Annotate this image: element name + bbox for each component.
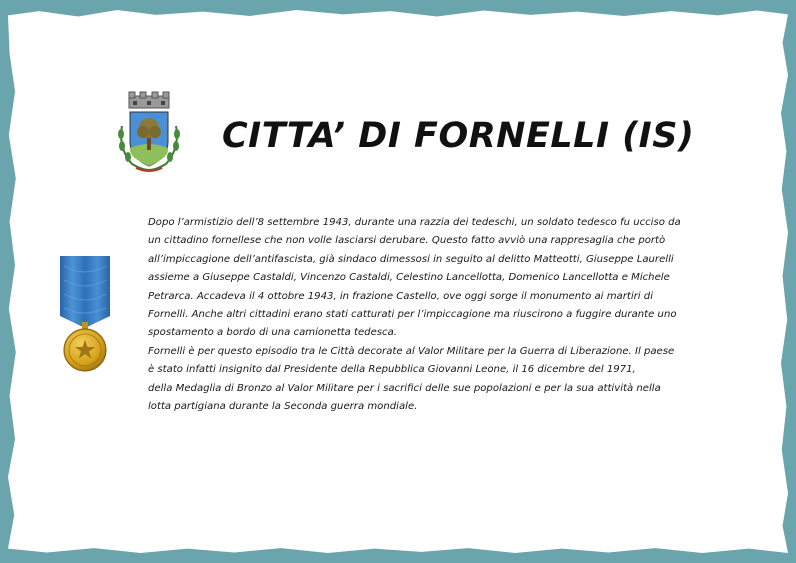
text-line: un cittadino fornellese che non volle lasciarsi derubare. Questo fatto avviò una rappresaglia che portò xyxy=(148,235,666,247)
text-line: Fornelli è per questo episodio tra le Città decorate al Valor Militare per la Guerra di Liberazione. Il paese xyxy=(148,345,675,357)
historical-text xyxy=(148,214,723,416)
page-title: CITTA’ DI FORNELLI (IS) xyxy=(222,116,695,156)
municipal-coat-of-arms-icon xyxy=(112,90,186,176)
text-line: all’impiccagione dell’antifascista, già sindaco dimessosi in seguito al delitto Matteotti, Giuseppe Laurelli xyxy=(148,253,674,265)
text-line: lotta partigiana durante la Seconda guerra mondiale. xyxy=(148,401,418,413)
bronze-medal-military-valor-icon xyxy=(56,256,114,374)
text-line: Fornelli. Anche altri cittadini erano stati catturati per l’impiccagione ma riuscirono a fuggire durante uno xyxy=(148,309,677,321)
text-line: spostamento a bordo di una camionetta tedesca. xyxy=(148,327,398,339)
text-line: Dopo l’armistizio dell’8 settembre 1943, durante una razzia dei tedeschi, un soldato tedesco fu ucciso da xyxy=(148,217,681,228)
text-line: Petrarca. Accadeva il 4 ottobre 1943, in frazione Castello, ove oggi sorge il monumento ai martiri di xyxy=(148,290,653,302)
text-line: assieme a Giuseppe Castaldi, Vincenzo Castaldi, Celestino Lancellotta, Domenico Lancellotta e Michele xyxy=(148,272,670,284)
text-line: della Medaglia di Bronzo al Valor Militare per i sacrifici delle sue popolazioni e per la sua attività nella xyxy=(148,382,661,394)
text-line: è stato infatti insignito dal Presidente della Repubblica Giovanni Leone, il 16 dicembre del 1971, xyxy=(148,364,636,376)
